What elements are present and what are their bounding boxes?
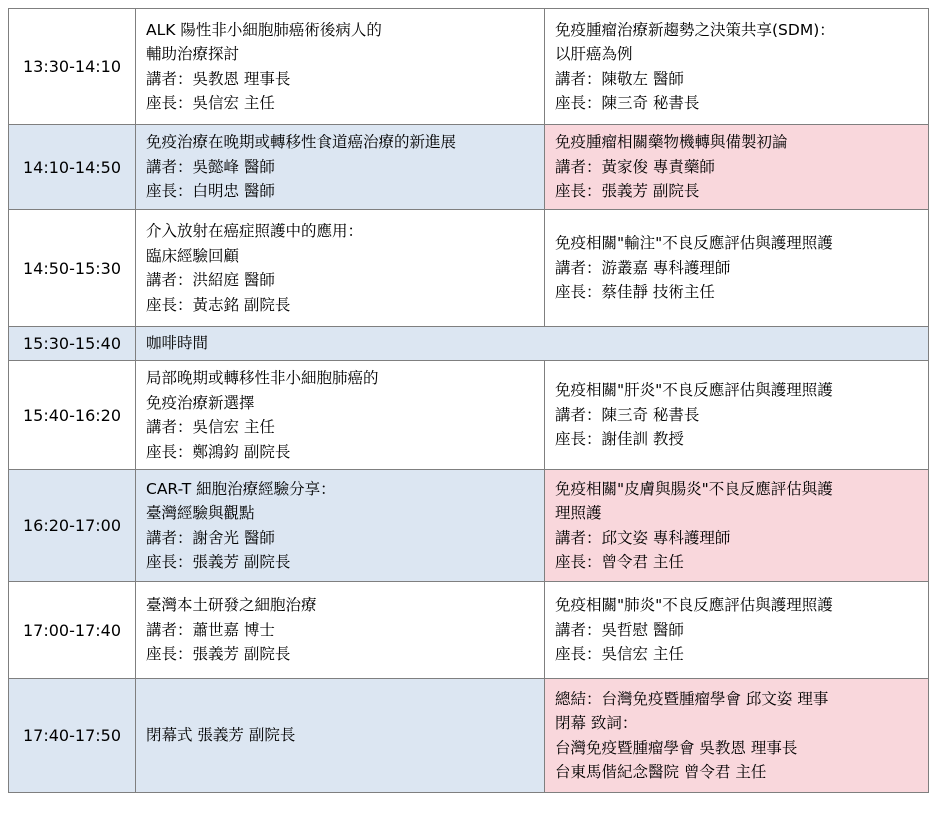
table-row [9,361,929,470]
session-cell [545,470,929,582]
time-cell: 17:40-17:50 [9,679,136,793]
speaker-line: 講者：吳哲慰 醫師 [555,620,684,639]
chair-line: 座長：黃志銘 副院長 [146,295,291,314]
chair-line: 座長：張義芳 副院長 [146,553,291,571]
session-line: 臨床經驗回顧 [146,246,240,265]
speaker-line: 講者：邱文姿 專科護理師 [555,528,731,547]
session-line: 免疫相關"肝炎"不良反應評估與護理照護 [555,381,833,400]
chair-line: 座長：白明忠 醫師 [146,182,275,201]
session-line: 免疫相關"輸注"不良反應評估與護理照護 [555,234,833,253]
speaker-line: 講者：游叢嘉 專科護理師 [555,258,731,277]
session-cell [136,125,545,210]
chair-line: 座長：蔡佳靜 技術主任 [555,283,715,302]
session-cell [545,210,929,327]
chair-line: 座長：張義芳 副院長 [555,182,700,201]
table-row [9,327,929,361]
table-row [9,210,929,327]
speaker-line: 講者：黃家俊 專責藥師 [555,157,715,176]
session-cell [136,470,545,582]
speaker-line: 講者：吳教恩 理事長 [146,69,291,88]
chair-line: 座長：張義芳 副院長 [146,645,291,664]
session-line: 免疫腫瘤相關藥物機轉與備製初論 [555,133,788,152]
closing-line: 台灣免疫暨腫瘤學會 吳教恩 理事長 [555,738,798,757]
speaker-line: 講者：陳敬左 醫師 [555,69,684,88]
session-line: 臺灣經驗與觀點 [146,504,255,522]
speaker-line: 講者：洪紹庭 醫師 [146,271,275,289]
chair-line: 座長：吳信宏 主任 [146,94,275,112]
session-line: ALK 陽性非小細胞肺癌術後病人的 [146,20,382,39]
speaker-line: 講者：謝舍光 醫師 [146,528,275,547]
table-row [9,470,929,582]
table-row [9,9,929,125]
chair-line: 座長：曾令君 主任 [555,553,684,571]
chair-line: 座長：吳信宏 主任 [555,645,684,664]
time-cell: 14:10-14:50 [9,125,136,210]
session-cell [545,9,929,125]
chair-line: 座長：謝佳訓 教授 [555,430,684,449]
session-cell [545,582,929,679]
session-line: 免疫相關"皮膚與腸炎"不良反應評估與護 [555,479,833,498]
break-cell: 咖啡時間 [136,327,929,361]
session-line: 臺灣本土研發之細胞治療 [146,596,317,615]
session-cell [136,210,545,327]
closing-line: 閉幕 致詞： [555,714,638,732]
session-cell [136,361,545,470]
session-line: CAR-T 細胞治療經驗分享： [146,479,336,498]
session-line: 介入放射在癌症照護中的應用： [146,222,364,240]
chair-line: 座長：陳三奇 秘書長 [555,94,700,112]
session-cell [136,582,545,679]
chair-line: 座長：鄭鴻鈞 副院長 [146,442,291,461]
time-cell: 15:30-15:40 [9,327,136,361]
session-line: 以肝癌為例 [555,45,633,63]
session-cell [545,679,929,793]
time-cell: 17:00-17:40 [9,582,136,679]
session-line: 局部晚期或轉移性非小細胞肺癌的 [146,369,379,387]
closing-line: 台東馬偕紀念醫院 曾令君 主任 [555,763,767,781]
table-row [9,125,929,210]
speaker-line: 講者：吳信宏 主任 [146,418,275,436]
session-line: 免疫治療在晚期或轉移性食道癌治療的新進展 [146,133,457,152]
time-cell: 13:30-14:10 [9,9,136,125]
session-line: 免疫腫瘤治療新趨勢之決策共享(SDM)： [555,20,835,39]
speaker-line: 講者：蕭世嘉 博士 [146,620,275,639]
speaker-line: 講者：吳懿峰 醫師 [146,157,275,176]
time-cell: 14:50-15:30 [9,210,136,327]
session-cell [136,9,545,125]
session-cell [545,361,929,470]
schedule-table [8,8,929,793]
summary-line: 總結：台灣免疫暨腫瘤學會 邱文姿 理事 [555,689,829,708]
time-cell: 15:40-16:20 [9,361,136,470]
session-line: 免疫治療新選擇 [146,393,255,412]
session-cell [545,125,929,210]
session-line: 理照護 [555,504,602,522]
speaker-line: 講者：陳三奇 秘書長 [555,405,700,424]
table-row [9,679,929,793]
session-cell [136,679,545,793]
session-line: 輔助治療探討 [146,45,240,63]
closing-line: 閉幕式 張義芳 副院長 [146,726,296,745]
session-line: 免疫相關"肺炎"不良反應評估與護理照護 [555,596,833,615]
table-row [9,582,929,679]
time-cell: 16:20-17:00 [9,470,136,582]
